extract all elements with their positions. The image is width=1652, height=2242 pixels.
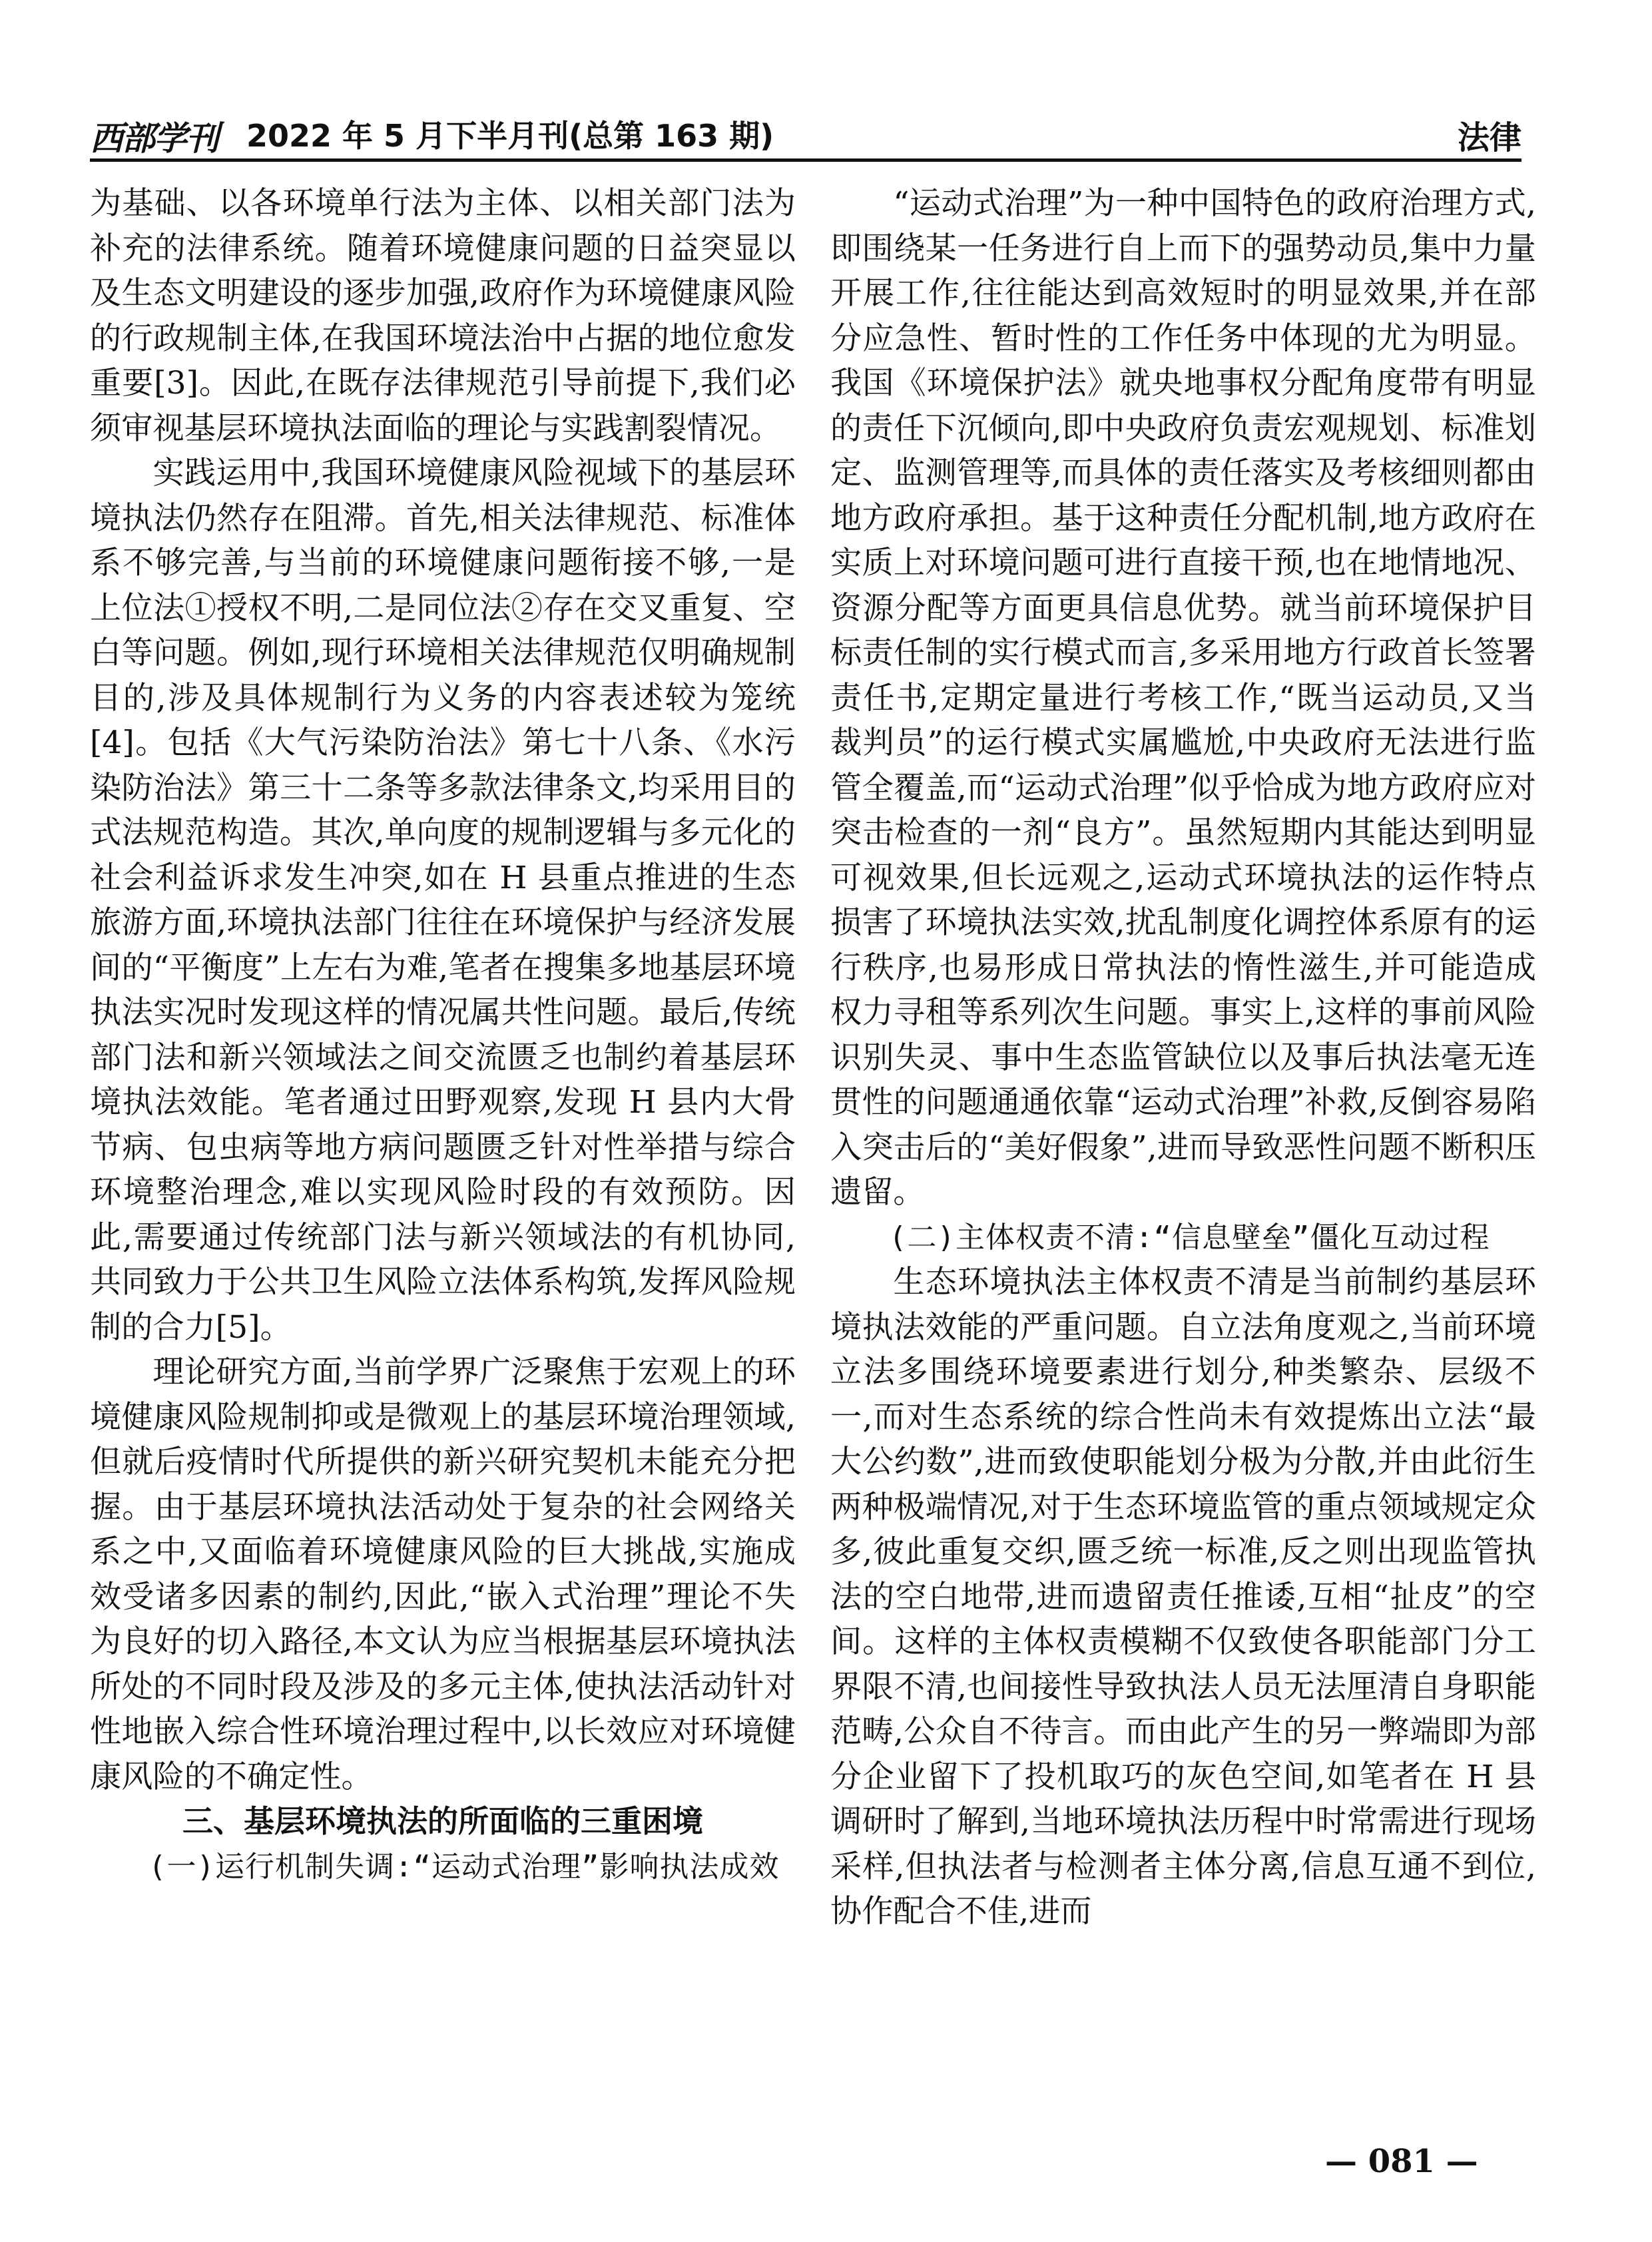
section-label: 法律 (1457, 119, 1521, 156)
paragraph: “运动式治理”为一种中国特色的政府治理方式,即围绕某一任务进行自上而下的强势动员,集中力量开展工作,往往能达到高效短时的明显效果,并在部分应急性、暂时性的工作任务中体现的尤为明显。我国《环境保护法》就央地事权分配角度带有明显的责任下沉倾向,即中央政府负责宏观规划、标准划定、监测管理等,而具体的责任落实及考核细则都由地方政府承担。基于这种责任分配机制,地方政府在实质上对环境问题可进行直接干预,也在地情地况、资源分配等方面更具信息优势。就当前环境保护目标责任制的实行模式而言,多采用地方行政首长签署责任书,定期定量进行考核工作,“既当运动员,又当裁判员”的运行模式实属尴尬,中央政府无法进行监管全覆盖,而“运动式治理”似乎恰成为地方政府应对突击检查的一剂“良方”。虽然短期内其能达到明显可视效果,但长远观之,运动式环境执法的运作特点损害了环境执法实效,扰乱制度化调控体系原有的运行秩序,也易形成日常执法的惰性滋生,并可能造成权力寻租等系列次生问题。事实上,这样的事前风险识别失灵、事中生态监管缺位以及事后执法毫无连贯性的问题通通依靠“运动式治理”补救,反倒容易陷入突击后的“美好假象”,进而导致恶性问题不断积压遗留。 (830, 185, 1536, 1211)
header-divider (90, 158, 1521, 162)
subsection-heading: (一)运行机制失调:“运动式治理”影响执法成效 (148, 1849, 780, 1884)
subsection-heading: (二)主体权责不清:“信息壁垒”僵化互动过程 (889, 1220, 1490, 1255)
section-heading: 三、基层环境执法的所面临的三重困境 (182, 1803, 703, 1839)
paragraph: 理论研究方面,当前学界广泛聚焦于宏观上的环境健康风险规制抑或是微观上的基层环境治理领域,但就后疫情时代所提供的新兴研究契机未能充分把握。由于基层环境执法活动处于复杂的社会网络关系之中,又面临着环境健康风险的巨大挑战,实施成效受诸多因素的制约,因此,“嵌入式治理”理论不失为良好的切入路径,本文认为应当根据基层环境执法所处的不同时段及涉及的多元主体,使执法活动针对性地嵌入综合性环境治理过程中,以长效应对环境健康风险的不确定性。 (90, 1354, 796, 1795)
paragraph: 生态环境执法主体权责不清是当前制约基层环境执法效能的严重问题。自立法角度观之,当前环境立法多围绕环境要素进行划分,种类繁杂、层级不一,而对生态系统的综合性尚未有效提炼出立法“最大公约数”,进而致使职能划分极为分散,并由此衍生两种极端情况,对于生态环境监管的重点领域规定众多,彼此重复交织,匮乏统一标准,反之则出现监管执法的空白地带,进而遗留责任推诿,互相“扯皮”的空间。这样的主体权责模糊不仅致使各职能部门分工界限不清,也间接性导致执法人员无法厘清自身职能范畴,公众自不待言。而由此产生的另一弊端即为部分企业留下了投机取巧的灰色空间,如笔者在 H 县调研时了解到,当地环境执法历程中时常需进行现场采样,但执法者与检测者主体分离,信息互通不到位,协作配合不佳,进而 (830, 1264, 1536, 1930)
issue-info: 2022 年 5 月下半月刊(总第 163 期) (246, 118, 774, 154)
right-column (830, 181, 1536, 2145)
left-column (90, 181, 796, 2145)
paragraph: 实践运用中,我国环境健康风险视域下的基层环境执法仍然存在阻滞。首先,相关法律规范、标准体系不够完善,与当前的环境健康问题衔接不够,一是上位法①授权不明,二是同位法②存在交叉重复、空白等问题。例如,现行环境相关法律规范仅明确规制目的,涉及具体规制行为义务的内容表述较为笼统[4]。包括《大气污染防治法》第七十八条、《水污染防治法》第三十二条等多款法律条文,均采用目的式法规范构造。其次,单向度的规制逻辑与多元化的社会利益诉求发生冲突,如在 H 县重点推进的生态旅游方面,环境执法部门往往在环境保护与经济发展间的“平衡度”上左右为难,笔者在搜集多地基层环境执法实况时发现这样的情况属共性问题。最后,传统部门法和新兴领域法之间交流匮乏也制约着基层环境执法效能。笔者通过田野观察,发现 H 县内大骨节病、包虫病等地方病问题匮乏针对性举措与综合环境整治理念,难以实现风险时段的有效预防。因此,需要通过传统部门法与新兴领域法的有机协同,共同致力于公共卫生风险立法体系构筑,发挥风险规制的合力[5]。 (90, 455, 796, 1346)
page-number: — 081 — (1325, 2143, 1478, 2180)
journal-logo: 西部学刊 (90, 119, 218, 158)
page-header (90, 107, 1521, 158)
paragraph: 为基础、以各环境单行法为主体、以相关部门法为补充的法律系统。随着环境健康问题的日益突显以及生态文明建设的逐步加强,政府作为环境健康风险的行政规制主体,在我国环境法治中占据的地位愈发重要[3]。因此,在既存法律规范引导前提下,我们必须审视基层环境执法面临的理论与实践割裂情况。 (90, 185, 796, 447)
